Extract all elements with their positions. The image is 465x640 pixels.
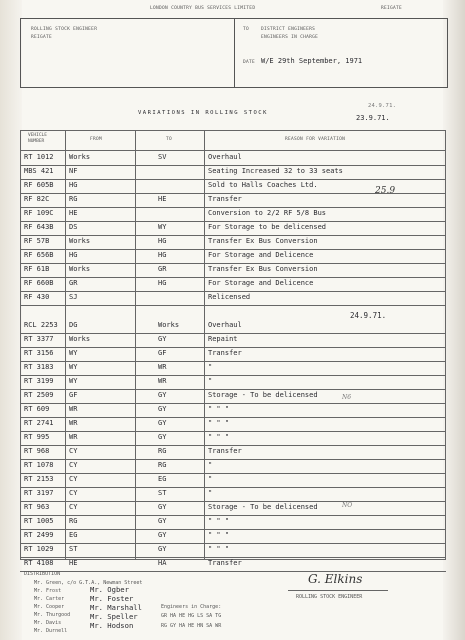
vehicle-number: RF 57B (24, 237, 50, 245)
signature-line (288, 590, 388, 591)
from-depot: GR (69, 279, 78, 287)
reason-text: " " " (208, 545, 230, 553)
reason-text: For Storage to be delicensed (208, 223, 327, 231)
reason-text: " (208, 489, 213, 497)
to-depot: GF (158, 349, 167, 357)
dist-name-6: Mr. Davis (34, 620, 62, 626)
to-line-1: DISTRICT ENGINEERS (261, 27, 316, 32)
table-row (20, 151, 446, 165)
vehicle-number: RT 2499 (24, 531, 54, 539)
to-depot: RG (158, 447, 167, 455)
table-row (20, 361, 446, 375)
vehicle-number: RT 2153 (24, 475, 54, 483)
row-rule (20, 417, 446, 418)
from-depot: Works (69, 237, 91, 245)
vehicle-number: RT 2509 (24, 391, 54, 399)
row-rule (20, 557, 446, 558)
to-depot: GY (158, 545, 167, 553)
to-depot: GY (158, 335, 167, 343)
vehicle-number: RT 2741 (24, 419, 54, 427)
vehicle-number: RT 3183 (24, 363, 54, 371)
row-rule (20, 473, 446, 474)
reason-text: Transfer (208, 447, 242, 455)
to-depot: HA (158, 559, 167, 567)
reason-text: Transfer (208, 349, 242, 357)
from-depot: RG (69, 517, 78, 525)
garage-codes-2: RG GY HA HE HN SA WR (161, 623, 222, 629)
from-depot: DS (69, 223, 78, 231)
to-label: TO (243, 27, 250, 32)
dist-mid-1: Mr. Ogber (90, 585, 129, 594)
table-row (20, 165, 446, 179)
from-depot: CY (69, 489, 78, 497)
vehicle-number: RT 3377 (24, 335, 54, 343)
from-depot: WR (69, 405, 78, 413)
vehicle-number: RCL 2253 (24, 321, 58, 329)
signature: G. Elkins (308, 572, 363, 586)
reason-text: Transfer (208, 559, 242, 567)
row-rule (20, 445, 446, 446)
row-rule (20, 375, 446, 376)
reason-text: Transfer (208, 195, 242, 203)
memo-header-box (20, 18, 448, 88)
to-depot: EG (158, 475, 167, 483)
from-depot: CY (69, 503, 78, 511)
dist-mid-3: Mr. Marshall (90, 603, 142, 612)
reason-text: Repaint (208, 335, 238, 343)
row-rule (20, 543, 446, 544)
table-row (20, 417, 446, 431)
col-vehicle-header: VEHICLE NUMBER (28, 133, 47, 144)
to-depot: HG (158, 279, 167, 287)
row-rule (20, 207, 446, 208)
company-location: REIGATE (381, 6, 403, 11)
vehicle-number: RT 3197 (24, 489, 54, 497)
table-row (20, 543, 446, 557)
to-depot: ST (158, 489, 167, 497)
col-to-header: TO (166, 137, 173, 142)
table-row (20, 291, 446, 305)
reason-text: " (208, 475, 213, 483)
table-row (20, 487, 446, 501)
reason-text: " (208, 461, 213, 469)
memo-date: W/E 29th September, 1971 (261, 57, 363, 65)
reason-text: For Storage and Delicence (208, 279, 314, 287)
signature-title: ROLLING STOCK ENGINEER (296, 594, 363, 600)
row-rule (20, 389, 446, 390)
row-rule (20, 459, 446, 460)
table-row (20, 319, 446, 333)
row-rule (20, 263, 446, 264)
second-date: 24.9.71. (350, 311, 387, 320)
reason-text: Storage - To be delicensed (208, 503, 318, 511)
vehicle-number: RF 109C (24, 209, 54, 217)
to-depot: RG (158, 461, 167, 469)
distribution-label: DISTRIBUTION (24, 571, 61, 577)
table-row (20, 445, 446, 459)
from-depot: NF (69, 167, 78, 175)
table-row (20, 459, 446, 473)
row-rule (20, 529, 446, 530)
scan-edge-left (0, 0, 22, 640)
reason-text: Storage - To be delicensed (208, 391, 318, 399)
reason-text: " " " (208, 517, 230, 525)
dist-name-3: Mr. Carter (34, 596, 65, 602)
from-depot: EG (69, 531, 78, 539)
vehicle-number: RT 3156 (24, 349, 54, 357)
vehicle-number: RF 430 (24, 293, 50, 301)
col-reason-header: REASON FOR VARIATION (285, 137, 346, 142)
dist-name-5: Mr. Thurgood (34, 612, 71, 618)
vehicle-number: RT 4108 (24, 559, 54, 567)
reason-text: Seating Increased 32 to 33 seats (208, 167, 343, 175)
to-depot: GY (158, 433, 167, 441)
from-location: REIGATE (31, 35, 53, 40)
table-row (20, 333, 446, 347)
dist-name-2: Mr. Frost (34, 588, 62, 594)
dist-name-4: Mr. Cooper (34, 604, 65, 610)
to-depot: GY (158, 531, 167, 539)
to-depot: GY (158, 503, 167, 511)
reason-text: Conversion to 2/2 RF 5/8 Bus (208, 209, 327, 217)
dist-mid-2: Mr. Foster (90, 594, 134, 603)
from-depot: SJ (69, 293, 78, 301)
row-rule (20, 403, 446, 404)
vehicle-number: RF 660B (24, 279, 54, 287)
row-rule (20, 179, 446, 180)
engineers-label: Engineers in Charge: (161, 604, 222, 610)
row-rule (20, 361, 446, 362)
reason-text: Sold to Halls Coaches Ltd. (208, 181, 318, 189)
dist-name-7: Mr. Durnell (34, 628, 68, 634)
dist-mid-4: Mr. Speller (90, 612, 138, 621)
to-depot: SV (158, 153, 167, 161)
table-row (20, 515, 446, 529)
from-depot: WR (69, 419, 78, 427)
vehicle-number: RT 1078 (24, 461, 54, 469)
row-rule (20, 431, 446, 432)
first-date: 23.9.71. (356, 114, 390, 122)
reason-text: Transfer Ex Bus Conversion (208, 237, 318, 245)
document-title: VARIATIONS IN ROLLING STOCK (138, 110, 268, 116)
company-name: LONDON COUNTRY BUS SERVICES LIMITED (150, 6, 256, 11)
row-rule (20, 165, 446, 166)
col-from-header: FROM (90, 137, 103, 142)
vehicle-number: RT 3199 (24, 377, 54, 385)
from-depot: WR (69, 433, 78, 441)
reason-text: " " " (208, 405, 230, 413)
row-rule (20, 249, 446, 250)
table-row (20, 277, 446, 291)
to-depot: GY (158, 391, 167, 399)
from-depot: HG (69, 251, 78, 259)
vehicle-number: RT 963 (24, 503, 50, 511)
row-rule (20, 221, 446, 222)
from-depot: CY (69, 447, 78, 455)
row-rule (20, 235, 446, 236)
stamp-date: 24.9.71. (368, 103, 397, 109)
from-depot: ST (69, 545, 78, 553)
reason-text: " (208, 363, 213, 371)
to-depot: HG (158, 251, 167, 259)
to-depot: GR (158, 265, 167, 273)
row-rule (20, 347, 446, 348)
vehicle-number: RT 609 (24, 405, 50, 413)
table-row (20, 347, 446, 361)
garage-codes-1: GR HA HE HG LS SA TG (161, 613, 222, 619)
from-name: ROLLING STOCK ENGINEER (31, 27, 98, 32)
from-depot: GF (69, 391, 78, 399)
table-row (20, 431, 446, 445)
table-row (20, 529, 446, 543)
table-row (20, 207, 446, 221)
vehicle-number: RT 995 (24, 433, 50, 441)
reason-text: Transfer Ex Bus Conversion (208, 265, 318, 273)
row-rule (20, 333, 446, 334)
row-rule (20, 501, 446, 502)
reason-text: " (208, 377, 213, 385)
vehicle-number: RT 968 (24, 447, 50, 455)
vehicle-number: RT 1005 (24, 517, 54, 525)
handwritten-note-n6: N6 (342, 394, 352, 401)
reason-text: Relicensed (208, 293, 251, 301)
reason-text: " " " (208, 531, 230, 539)
row-rule (20, 291, 446, 292)
vehicle-number: RF 643B (24, 223, 54, 231)
reason-text: Overhaul (208, 321, 242, 329)
to-depot: WR (158, 363, 167, 371)
table-row (20, 263, 446, 277)
table-row (20, 221, 446, 235)
to-depot: WY (158, 223, 167, 231)
vehicle-number: RF 605B (24, 181, 54, 189)
scan-edge-right (443, 0, 465, 640)
to-depot: Works (158, 321, 180, 329)
vehicle-number: RT 1012 (24, 153, 54, 161)
from-depot: HE (69, 209, 78, 217)
vehicle-number: RF 82C (24, 195, 50, 203)
from-depot: HG (69, 181, 78, 189)
to-depot: HG (158, 237, 167, 245)
reason-text: " " " (208, 419, 230, 427)
table-row (20, 403, 446, 417)
table-row (20, 235, 446, 249)
table-row (20, 389, 446, 403)
to-depot: GY (158, 405, 167, 413)
to-depot: GY (158, 517, 167, 525)
reason-text: Overhaul (208, 153, 242, 161)
row-rule (20, 487, 446, 488)
from-depot: DG (69, 321, 78, 329)
dist-name-1: Mr. Green, c/o G.T.A., Newman Street (34, 580, 143, 586)
row-rule (20, 277, 446, 278)
from-depot: WY (69, 349, 78, 357)
vehicle-number: RF 61B (24, 265, 50, 273)
vehicle-number: RF 656B (24, 251, 54, 259)
from-depot: Works (69, 335, 91, 343)
table-row (20, 375, 446, 389)
from-depot: RG (69, 195, 78, 203)
distribution-footer (20, 566, 446, 640)
from-depot: Works (69, 153, 91, 161)
table-row (20, 249, 446, 263)
from-depot: CY (69, 475, 78, 483)
handwritten-note-no: NO (342, 502, 353, 509)
from-depot: WY (69, 377, 78, 385)
dist-mid-5: Mr. Hodson (90, 621, 134, 630)
from-depot: HE (69, 559, 78, 567)
table-row (20, 473, 446, 487)
table-row (20, 501, 446, 515)
from-depot: Works (69, 265, 91, 273)
reason-text: For Storage and Delicence (208, 251, 314, 259)
reason-text: " " " (208, 433, 230, 441)
to-depot: GY (158, 419, 167, 427)
date-label: DATE (243, 60, 256, 65)
vehicle-number: RT 1029 (24, 545, 54, 553)
from-depot: WY (69, 363, 78, 371)
to-depot: WR (158, 377, 167, 385)
from-depot: CY (69, 461, 78, 469)
to-line-2: ENGINEERS IN CHARGE (261, 35, 319, 40)
row-rule (20, 305, 446, 306)
to-depot: HE (158, 195, 167, 203)
handwritten-note-25-9: 25.9 (375, 186, 396, 196)
row-rule (20, 515, 446, 516)
vehicle-number: MBS 421 (24, 167, 54, 175)
